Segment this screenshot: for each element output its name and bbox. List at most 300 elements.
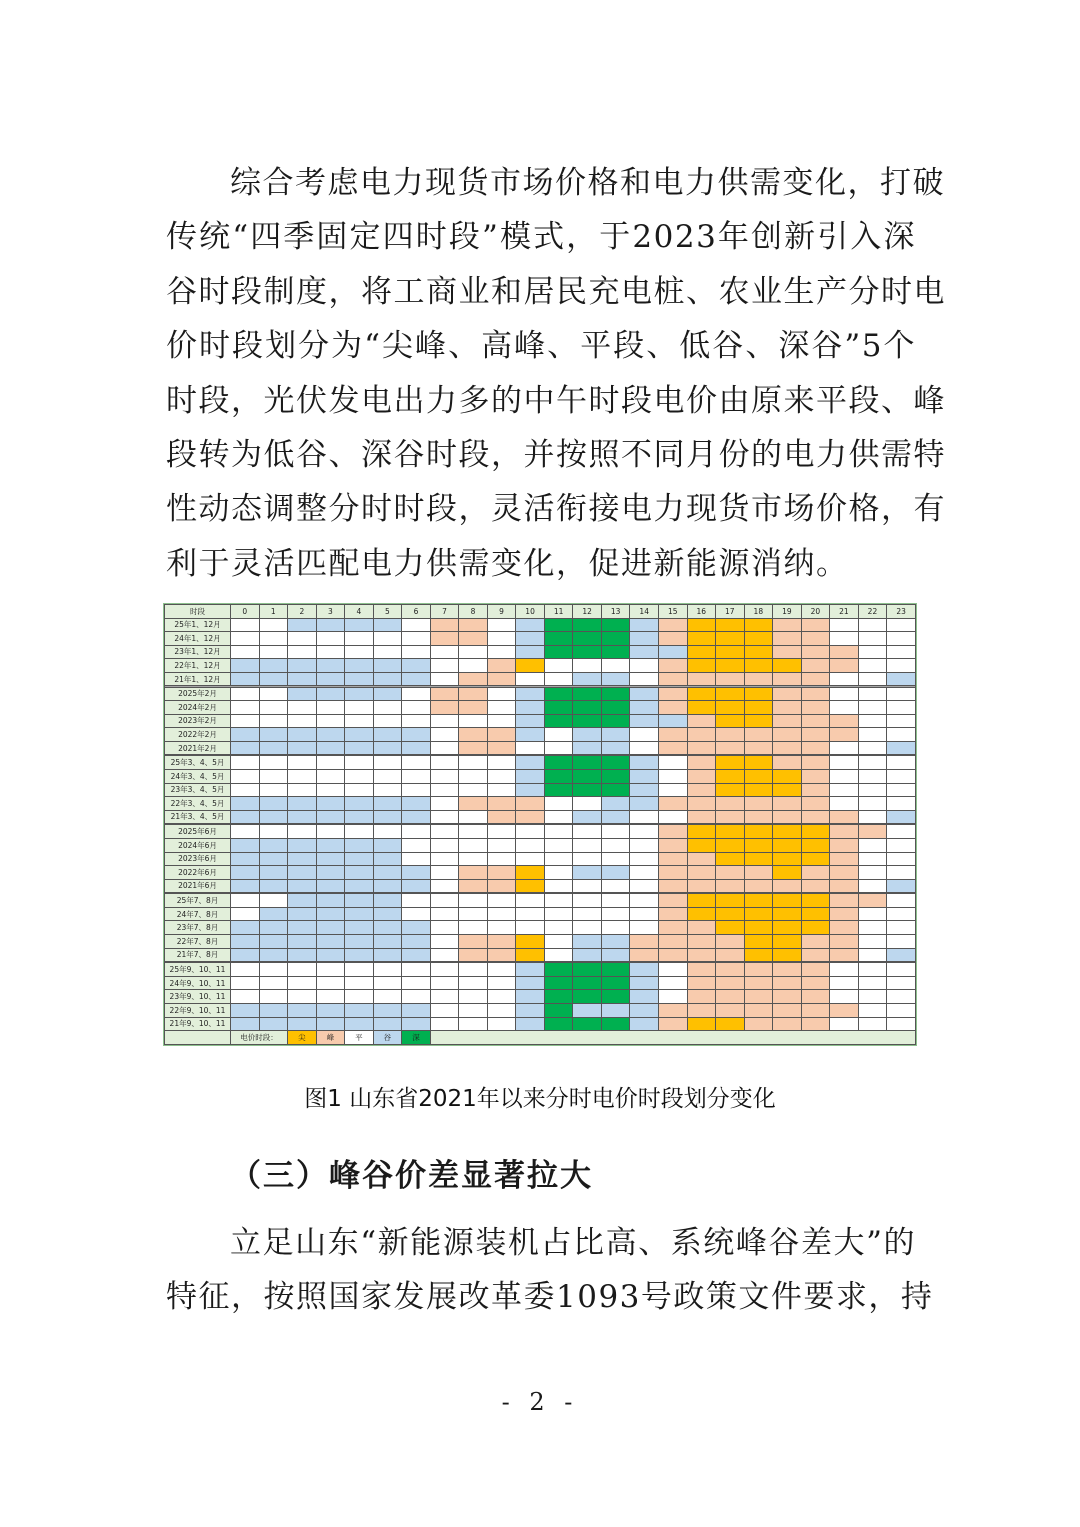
- period-cell: [487, 990, 516, 1004]
- period-cell: [316, 1003, 345, 1017]
- period-cell: [231, 810, 260, 824]
- period-cell: [858, 894, 887, 908]
- period-cell: [402, 825, 431, 839]
- period-cell: [601, 963, 630, 977]
- period-cell: [345, 894, 374, 908]
- period-cell: [830, 810, 859, 824]
- period-cell: [573, 825, 602, 839]
- row-label: 25年1、12月: [165, 618, 231, 632]
- period-cell: [801, 701, 830, 715]
- period-cell: [744, 935, 773, 949]
- legend-spacer: [165, 1031, 231, 1045]
- period-cell: [373, 1017, 402, 1031]
- period-cell: [345, 741, 374, 755]
- hour-header: 16: [687, 605, 716, 619]
- period-cell: [687, 852, 716, 866]
- period-cell: [744, 907, 773, 921]
- period-cell: [630, 687, 659, 701]
- period-cell: [716, 687, 745, 701]
- period-row: [165, 728, 916, 742]
- period-cell: [544, 645, 573, 659]
- period-cell: [231, 756, 260, 770]
- period-cell: [773, 825, 802, 839]
- period-cell: [887, 756, 916, 770]
- period-cell: [231, 1017, 260, 1031]
- period-cell: [373, 618, 402, 632]
- period-cell: [459, 1003, 488, 1017]
- period-cell: [830, 894, 859, 908]
- period-cell: [687, 632, 716, 646]
- intro-paragraph-line: 时段，光伏发电出力多的中午时段电价由原来平段、峰: [166, 382, 946, 419]
- period-cell: [601, 797, 630, 811]
- period-cell: [430, 672, 459, 686]
- intro-paragraph-line: 价时段划分为“尖峰、高峰、平段、低谷、深谷”5个: [166, 328, 916, 365]
- period-cell: [487, 894, 516, 908]
- period-cell: [630, 1003, 659, 1017]
- period-cell: [887, 1017, 916, 1031]
- period-cell: [487, 879, 516, 893]
- period-cell: [601, 770, 630, 784]
- period-cell: [658, 907, 687, 921]
- hour-header: 15: [658, 605, 687, 619]
- grid-header-label: 时段: [165, 605, 231, 619]
- legend-fill: [430, 1031, 915, 1045]
- period-cell: [288, 894, 317, 908]
- period-cell: [716, 632, 745, 646]
- period-cell: [887, 866, 916, 880]
- period-cell: [345, 810, 374, 824]
- period-cell: [288, 990, 317, 1004]
- period-cell: [687, 894, 716, 908]
- period-cell: [687, 825, 716, 839]
- hour-header: 5: [373, 605, 402, 619]
- period-cell: [887, 618, 916, 632]
- row-label: 2021年6月: [165, 879, 231, 893]
- hour-header: 23: [887, 605, 916, 619]
- period-cell: [402, 672, 431, 686]
- period-cell: [544, 894, 573, 908]
- period-cell: [630, 714, 659, 728]
- period-cell: [459, 770, 488, 784]
- period-cell: [744, 948, 773, 962]
- period-cell: [601, 825, 630, 839]
- period-cell: [887, 879, 916, 893]
- period-cell: [316, 866, 345, 880]
- period-cell: [801, 797, 830, 811]
- period-cell: [516, 728, 545, 742]
- period-cell: [630, 921, 659, 935]
- period-cell: [259, 852, 288, 866]
- period-cell: [716, 783, 745, 797]
- period-cell: [573, 632, 602, 646]
- period-cell: [630, 672, 659, 686]
- period-cell: [601, 714, 630, 728]
- period-cell: [630, 879, 659, 893]
- period-cell: [231, 672, 260, 686]
- period-cell: [830, 632, 859, 646]
- period-cell: [345, 948, 374, 962]
- period-cell: [288, 618, 317, 632]
- period-cell: [687, 687, 716, 701]
- period-cell: [630, 838, 659, 852]
- period-cell: [687, 990, 716, 1004]
- period-cell: [830, 921, 859, 935]
- period-cell: [402, 852, 431, 866]
- period-cell: [601, 810, 630, 824]
- period-cell: [630, 866, 659, 880]
- period-cell: [373, 728, 402, 742]
- period-cell: [601, 935, 630, 949]
- period-cell: [430, 797, 459, 811]
- period-cell: [430, 921, 459, 935]
- period-cell: [231, 618, 260, 632]
- period-cell: [887, 741, 916, 755]
- period-cell: [887, 672, 916, 686]
- period-cell: [858, 1017, 887, 1031]
- period-cell: [544, 976, 573, 990]
- period-cell: [573, 976, 602, 990]
- period-cell: [630, 852, 659, 866]
- period-cell: [373, 672, 402, 686]
- period-cell: [687, 618, 716, 632]
- period-cell: [373, 963, 402, 977]
- period-cell: [830, 728, 859, 742]
- period-cell: [316, 935, 345, 949]
- period-cell: [544, 866, 573, 880]
- period-cell: [231, 935, 260, 949]
- hour-header: 6: [402, 605, 431, 619]
- period-cell: [658, 990, 687, 1004]
- period-cell: [830, 672, 859, 686]
- period-cell: [345, 852, 374, 866]
- period-cell: [402, 632, 431, 646]
- legend-swatch: 深: [402, 1031, 431, 1045]
- period-cell: [887, 907, 916, 921]
- period-cell: [316, 687, 345, 701]
- period-cell: [716, 825, 745, 839]
- hour-header: 4: [345, 605, 374, 619]
- row-label: 24年9、10、11: [165, 976, 231, 990]
- period-cell: [288, 714, 317, 728]
- period-cell: [601, 907, 630, 921]
- period-cell: [516, 714, 545, 728]
- period-cell: [516, 976, 545, 990]
- period-cell: [459, 632, 488, 646]
- period-cell: [402, 728, 431, 742]
- period-cell: [544, 1003, 573, 1017]
- period-cell: [887, 728, 916, 742]
- period-cell: [373, 687, 402, 701]
- period-cell: [288, 1003, 317, 1017]
- period-cell: [801, 728, 830, 742]
- legend-swatch: 峰: [316, 1031, 345, 1045]
- period-cell: [687, 797, 716, 811]
- period-cell: [544, 770, 573, 784]
- period-cell: [773, 1003, 802, 1017]
- period-cell: [744, 714, 773, 728]
- period-cell: [231, 714, 260, 728]
- period-cell: [459, 687, 488, 701]
- period-cell: [259, 838, 288, 852]
- period-cell: [744, 687, 773, 701]
- period-cell: [573, 645, 602, 659]
- period-cell: [658, 810, 687, 824]
- period-cell: [430, 976, 459, 990]
- period-cell: [316, 714, 345, 728]
- period-cell: [887, 921, 916, 935]
- period-cell: [744, 770, 773, 784]
- period-cell: [544, 907, 573, 921]
- period-cell: [744, 728, 773, 742]
- hour-header: 9: [487, 605, 516, 619]
- period-cell: [687, 810, 716, 824]
- period-cell: [231, 879, 260, 893]
- period-cell: [231, 632, 260, 646]
- period-cell: [487, 741, 516, 755]
- period-cell: [658, 728, 687, 742]
- period-cell: [630, 948, 659, 962]
- time-period-grid: [164, 604, 916, 1045]
- period-cell: [887, 659, 916, 673]
- period-cell: [288, 825, 317, 839]
- period-cell: [316, 770, 345, 784]
- period-cell: [858, 659, 887, 673]
- period-cell: [687, 741, 716, 755]
- period-cell: [716, 1003, 745, 1017]
- period-cell: [744, 672, 773, 686]
- period-row: [165, 866, 916, 880]
- period-cell: [858, 756, 887, 770]
- grid-header-row: [165, 605, 916, 619]
- period-cell: [373, 797, 402, 811]
- period-row: [165, 935, 916, 949]
- period-cell: [516, 797, 545, 811]
- period-cell: [573, 659, 602, 673]
- period-row: [165, 838, 916, 852]
- period-row: [165, 701, 916, 715]
- period-cell: [544, 1017, 573, 1031]
- period-cell: [459, 728, 488, 742]
- hour-header: 0: [231, 605, 260, 619]
- period-row: [165, 618, 916, 632]
- period-cell: [516, 935, 545, 949]
- row-label: 2024年6月: [165, 838, 231, 852]
- period-cell: [516, 866, 545, 880]
- period-cell: [716, 976, 745, 990]
- period-cell: [744, 1017, 773, 1031]
- period-cell: [773, 921, 802, 935]
- period-cell: [373, 825, 402, 839]
- period-cell: [430, 866, 459, 880]
- period-row: [165, 907, 916, 921]
- period-cell: [487, 797, 516, 811]
- period-cell: [402, 797, 431, 811]
- row-label: 25年3、4、5月: [165, 756, 231, 770]
- period-cell: [801, 825, 830, 839]
- period-cell: [887, 1003, 916, 1017]
- period-cell: [716, 907, 745, 921]
- period-cell: [830, 770, 859, 784]
- period-cell: [288, 783, 317, 797]
- page-number: - 2 -: [501, 1388, 579, 1416]
- period-cell: [887, 935, 916, 949]
- period-cell: [288, 632, 317, 646]
- period-cell: [316, 618, 345, 632]
- period-cell: [658, 921, 687, 935]
- period-cell: [402, 866, 431, 880]
- period-cell: [345, 783, 374, 797]
- period-cell: [487, 714, 516, 728]
- period-cell: [345, 672, 374, 686]
- period-cell: [459, 894, 488, 908]
- period-cell: [487, 948, 516, 962]
- period-cell: [744, 963, 773, 977]
- body-paragraph-line: 特征，按照国家发展改革委1093号政策文件要求，持: [166, 1279, 934, 1316]
- period-cell: [630, 935, 659, 949]
- period-cell: [630, 810, 659, 824]
- period-cell: [830, 1017, 859, 1031]
- period-cell: [345, 825, 374, 839]
- period-cell: [430, 948, 459, 962]
- period-cell: [259, 797, 288, 811]
- period-cell: [573, 852, 602, 866]
- period-cell: [430, 990, 459, 1004]
- period-cell: [601, 990, 630, 1004]
- row-label: 21年1、12月: [165, 672, 231, 686]
- period-row: [165, 659, 916, 673]
- period-cell: [773, 1017, 802, 1031]
- period-cell: [459, 756, 488, 770]
- period-cell: [830, 645, 859, 659]
- period-cell: [887, 852, 916, 866]
- period-cell: [516, 948, 545, 962]
- period-cell: [316, 921, 345, 935]
- period-cell: [402, 976, 431, 990]
- period-cell: [516, 894, 545, 908]
- period-cell: [231, 645, 260, 659]
- period-cell: [601, 632, 630, 646]
- period-cell: [858, 907, 887, 921]
- period-cell: [430, 963, 459, 977]
- period-cell: [630, 618, 659, 632]
- period-cell: [773, 797, 802, 811]
- period-cell: [658, 618, 687, 632]
- period-cell: [259, 948, 288, 962]
- period-cell: [544, 810, 573, 824]
- period-cell: [687, 714, 716, 728]
- period-cell: [288, 728, 317, 742]
- period-cell: [544, 672, 573, 686]
- period-cell: [658, 948, 687, 962]
- period-row: [165, 852, 916, 866]
- period-cell: [345, 907, 374, 921]
- period-cell: [288, 907, 317, 921]
- row-label: 22年7、8月: [165, 935, 231, 949]
- period-cell: [887, 701, 916, 715]
- period-cell: [316, 948, 345, 962]
- period-cell: [516, 687, 545, 701]
- period-cell: [231, 728, 260, 742]
- period-cell: [373, 852, 402, 866]
- period-cell: [544, 838, 573, 852]
- period-cell: [716, 838, 745, 852]
- period-cell: [402, 701, 431, 715]
- period-cell: [573, 1017, 602, 1031]
- period-cell: [601, 921, 630, 935]
- period-cell: [573, 838, 602, 852]
- period-row: [165, 1003, 916, 1017]
- period-cell: [887, 825, 916, 839]
- period-cell: [430, 645, 459, 659]
- period-cell: [601, 866, 630, 880]
- hour-header: 13: [601, 605, 630, 619]
- period-cell: [516, 659, 545, 673]
- period-cell: [373, 921, 402, 935]
- period-cell: [430, 618, 459, 632]
- row-label: 2024年2月: [165, 701, 231, 715]
- period-cell: [573, 714, 602, 728]
- period-cell: [630, 990, 659, 1004]
- period-cell: [430, 907, 459, 921]
- row-label: 21年7、8月: [165, 948, 231, 962]
- period-cell: [658, 935, 687, 949]
- period-cell: [744, 879, 773, 893]
- row-label: 2023年2月: [165, 714, 231, 728]
- period-cell: [430, 783, 459, 797]
- period-cell: [345, 838, 374, 852]
- period-cell: [630, 632, 659, 646]
- intro-paragraph-line: 段转为低谷、深谷时段，并按照不同月份的电力供需特: [166, 437, 946, 474]
- period-cell: [687, 838, 716, 852]
- period-cell: [744, 701, 773, 715]
- period-cell: [373, 866, 402, 880]
- period-cell: [516, 770, 545, 784]
- period-cell: [744, 618, 773, 632]
- legend-row: [165, 1031, 916, 1045]
- period-cell: [373, 783, 402, 797]
- period-cell: [345, 1017, 374, 1031]
- period-cell: [459, 935, 488, 949]
- row-label: 23年1、12月: [165, 645, 231, 659]
- period-cell: [630, 783, 659, 797]
- period-cell: [630, 728, 659, 742]
- period-cell: [459, 852, 488, 866]
- period-cell: [716, 990, 745, 1004]
- period-cell: [744, 1003, 773, 1017]
- period-cell: [430, 810, 459, 824]
- period-cell: [687, 1017, 716, 1031]
- period-cell: [573, 907, 602, 921]
- period-cell: [487, 783, 516, 797]
- period-cell: [601, 976, 630, 990]
- period-cell: [687, 728, 716, 742]
- period-cell: [288, 976, 317, 990]
- period-cell: [858, 921, 887, 935]
- row-label: 2021年2月: [165, 741, 231, 755]
- period-cell: [630, 1017, 659, 1031]
- period-cell: [516, 618, 545, 632]
- period-cell: [658, 866, 687, 880]
- period-cell: [487, 866, 516, 880]
- period-cell: [687, 907, 716, 921]
- period-cell: [716, 741, 745, 755]
- period-cell: [487, 976, 516, 990]
- period-cell: [630, 825, 659, 839]
- period-cell: [459, 990, 488, 1004]
- period-row: [165, 1017, 916, 1031]
- period-cell: [487, 921, 516, 935]
- period-cell: [830, 879, 859, 893]
